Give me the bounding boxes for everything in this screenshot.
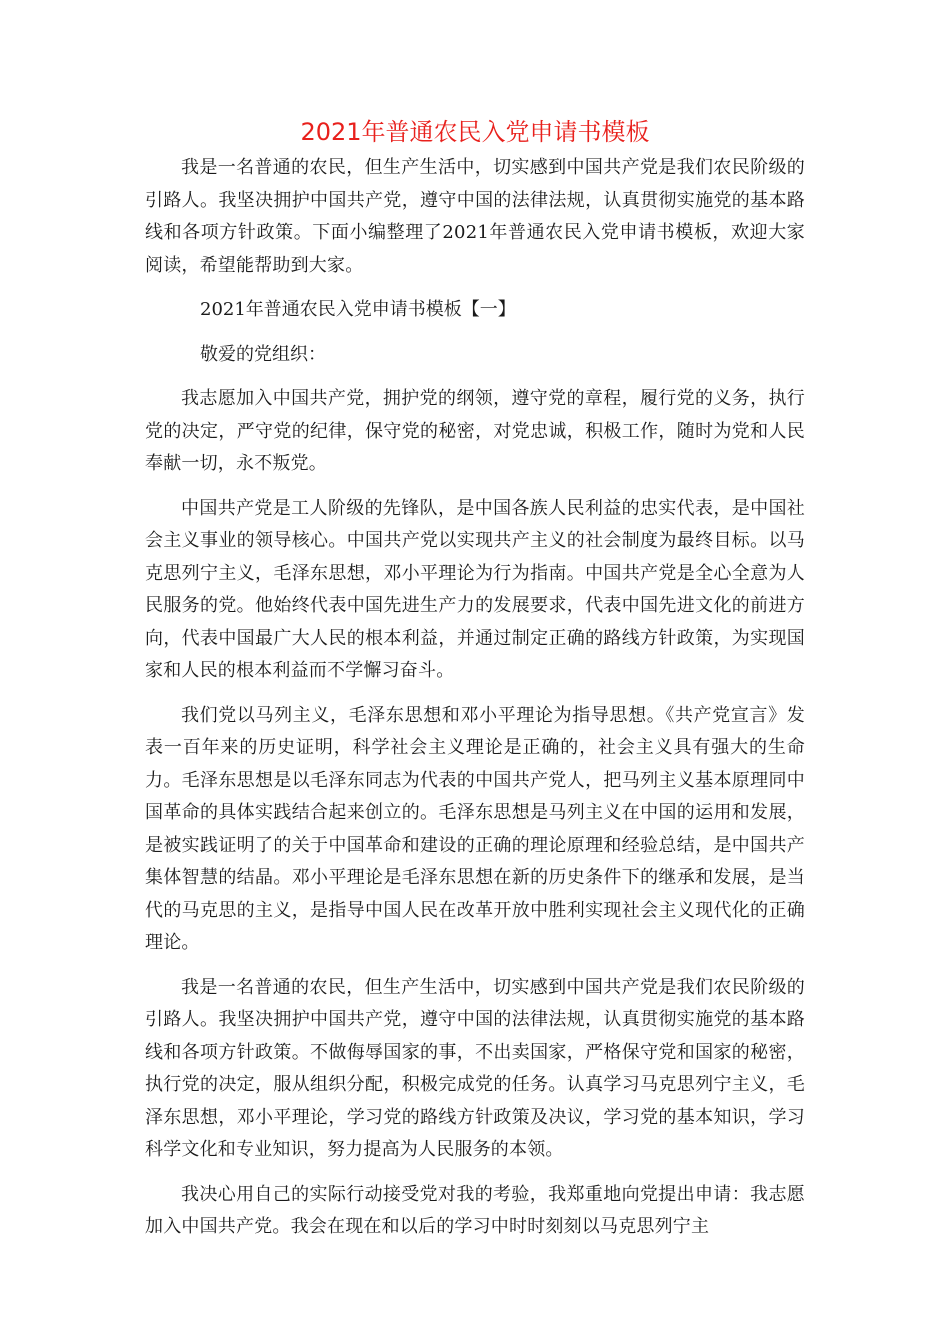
body-paragraph-4: 我是一名普通的农民，但生产生活中，切实感到中国共产党是我们农民阶级的引路人。我坚决拥护中国共产党，遵守中国的法律法规，认真贯彻实施党的基本路线和各项方针政策。不做侮辱国家的事，不出卖国家，严格保守党和国家的秘密，执行党的决定，服从组织分配，积极完成党的任务。认真学习马克思列宁主义，毛泽东思想，邓小平理论，学习党的路线方针政策及决议，学习党的基本知识，学习科学文化和专业知识，努力提高为人民服务的本领。 bbox=[145, 976, 805, 1160]
body-paragraph-1: 我志愿加入中国共产党，拥护党的纲领，遵守党的章程，履行党的义务，执行党的决定，严守党的纪律，保守党的秘密，对党忠诚，积极工作，随时为党和人民奉献一切，永不叛党。 bbox=[145, 388, 805, 474]
salutation: 敬爱的党组织： bbox=[200, 343, 326, 365]
intro-paragraph: 我是一名普通的农民，但生产生活中，切实感到中国共产党是我们农民阶级的引路人。我坚决拥护中国共产党，遵守中国的法律法规，认真贯彻实施党的基本路线和各项方针政策。下面小编整理了2021年普通农民入党申请书模板，欢迎大家阅读，希望能帮助到大家。 bbox=[145, 157, 805, 276]
body-paragraph-3: 我们党以马列主义，毛泽东思想和邓小平理论为指导思想。《共产党宣言》发表一百年来的历史证明，科学社会主义理论是正确的，社会主义具有强大的生命力。毛泽东思想是以毛泽东同志为代表的中国共产党人，把马列主义基本原理同中国革命的具体实践结合起来创立的。毛泽东思想是马列主义在中国的运用和发展，是被实践证明了的关于中国革命和建设的正确的理论原理和经验总结，是中国共产集体智慧的结晶。邓小平理论是毛泽东思想在新的历史条件下的继承和发展，是当代的马克思的主义，是指导中国人民在改革开放中胜利实现社会主义现代化的正确理论。 bbox=[145, 704, 805, 953]
body-paragraph-5: 我决心用自己的实际行动接受党对我的考验，我郑重地向党提出申请：我志愿加入中国共产党。我会在现在和以后的学习中时时刻刻以马克思列宁主 bbox=[145, 1183, 805, 1237]
body-paragraph-2: 中国共产党是工人阶级的先锋队，是中国各族人民利益的忠实代表，是中国社会主义事业的领导核心。中国共产党以实现共产主义的社会制度为最终目标。以马克思列宁主义，毛泽东思想，邓小平理论为行为指南。中国共产党是全心全意为人民服务的党。他始终代表中国先进生产力的发展要求，代表中国先进文化的前进方向，代表中国最广大人民的根本利益，并通过制定正确的路线方针政策，为实现国家和人民的根本利益而不学懈习奋斗。 bbox=[145, 497, 805, 681]
section-heading: 2021年普通农民入党申请书模板【一】 bbox=[200, 299, 516, 320]
document-title: 2021年普通农民入党申请书模板 bbox=[300, 118, 650, 146]
document-page bbox=[145, 112, 805, 1256]
